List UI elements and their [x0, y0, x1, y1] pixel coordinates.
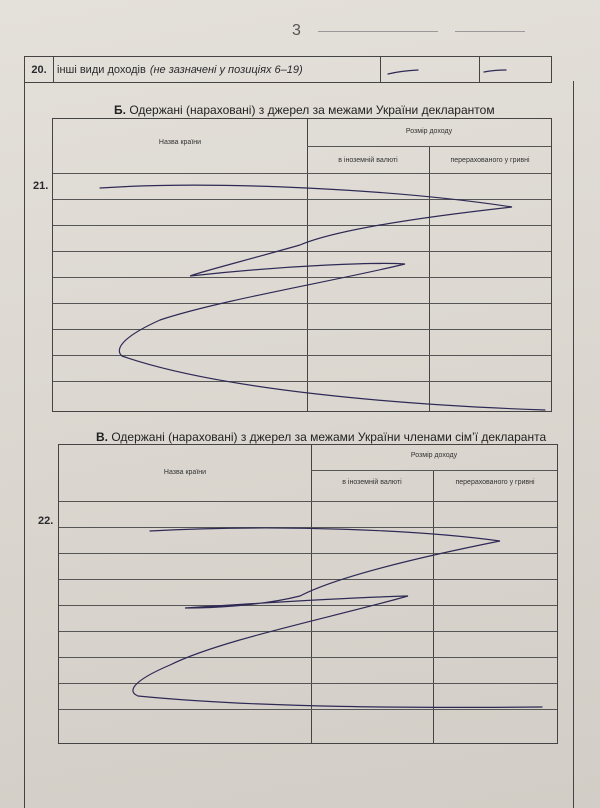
col-foreign-header: в іноземній валюті: [338, 157, 398, 164]
row-22-number: 22.: [38, 515, 54, 527]
col-country-header: Назва країни: [163, 469, 207, 476]
page-number: 3: [292, 22, 301, 39]
row-number: 20.: [25, 57, 54, 82]
row-label-note: (не зазначені у позиціях 6–19): [149, 63, 303, 76]
col-country-header: Назва країни: [158, 139, 202, 146]
z-scribble-v: [133, 528, 542, 707]
row-label-text: інші види доходів: [57, 63, 146, 76]
col-uah-header: перерахованого у гривні: [450, 157, 530, 164]
col-foreign-header: в іноземній валюті: [342, 479, 402, 486]
z-scribble-b: [100, 185, 545, 410]
section-b-title-text: Одержані (нараховані) з джерел за межами України декларантом: [129, 103, 495, 117]
dash-mark: [484, 70, 506, 72]
row-21-number: 21.: [33, 180, 49, 192]
col-income-header: Розмір доходу: [410, 452, 458, 459]
dash-mark: [388, 70, 418, 74]
section-v-title-text: Одержані (нараховані) з джерел за межами України членами сім’ї декларанта: [111, 430, 547, 444]
section-v-letter: В.: [96, 430, 108, 444]
col-uah-header: перерахованого у гривні: [455, 479, 535, 486]
col-income-header: Розмір доходу: [405, 128, 453, 135]
section-b-letter: Б.: [114, 103, 126, 117]
